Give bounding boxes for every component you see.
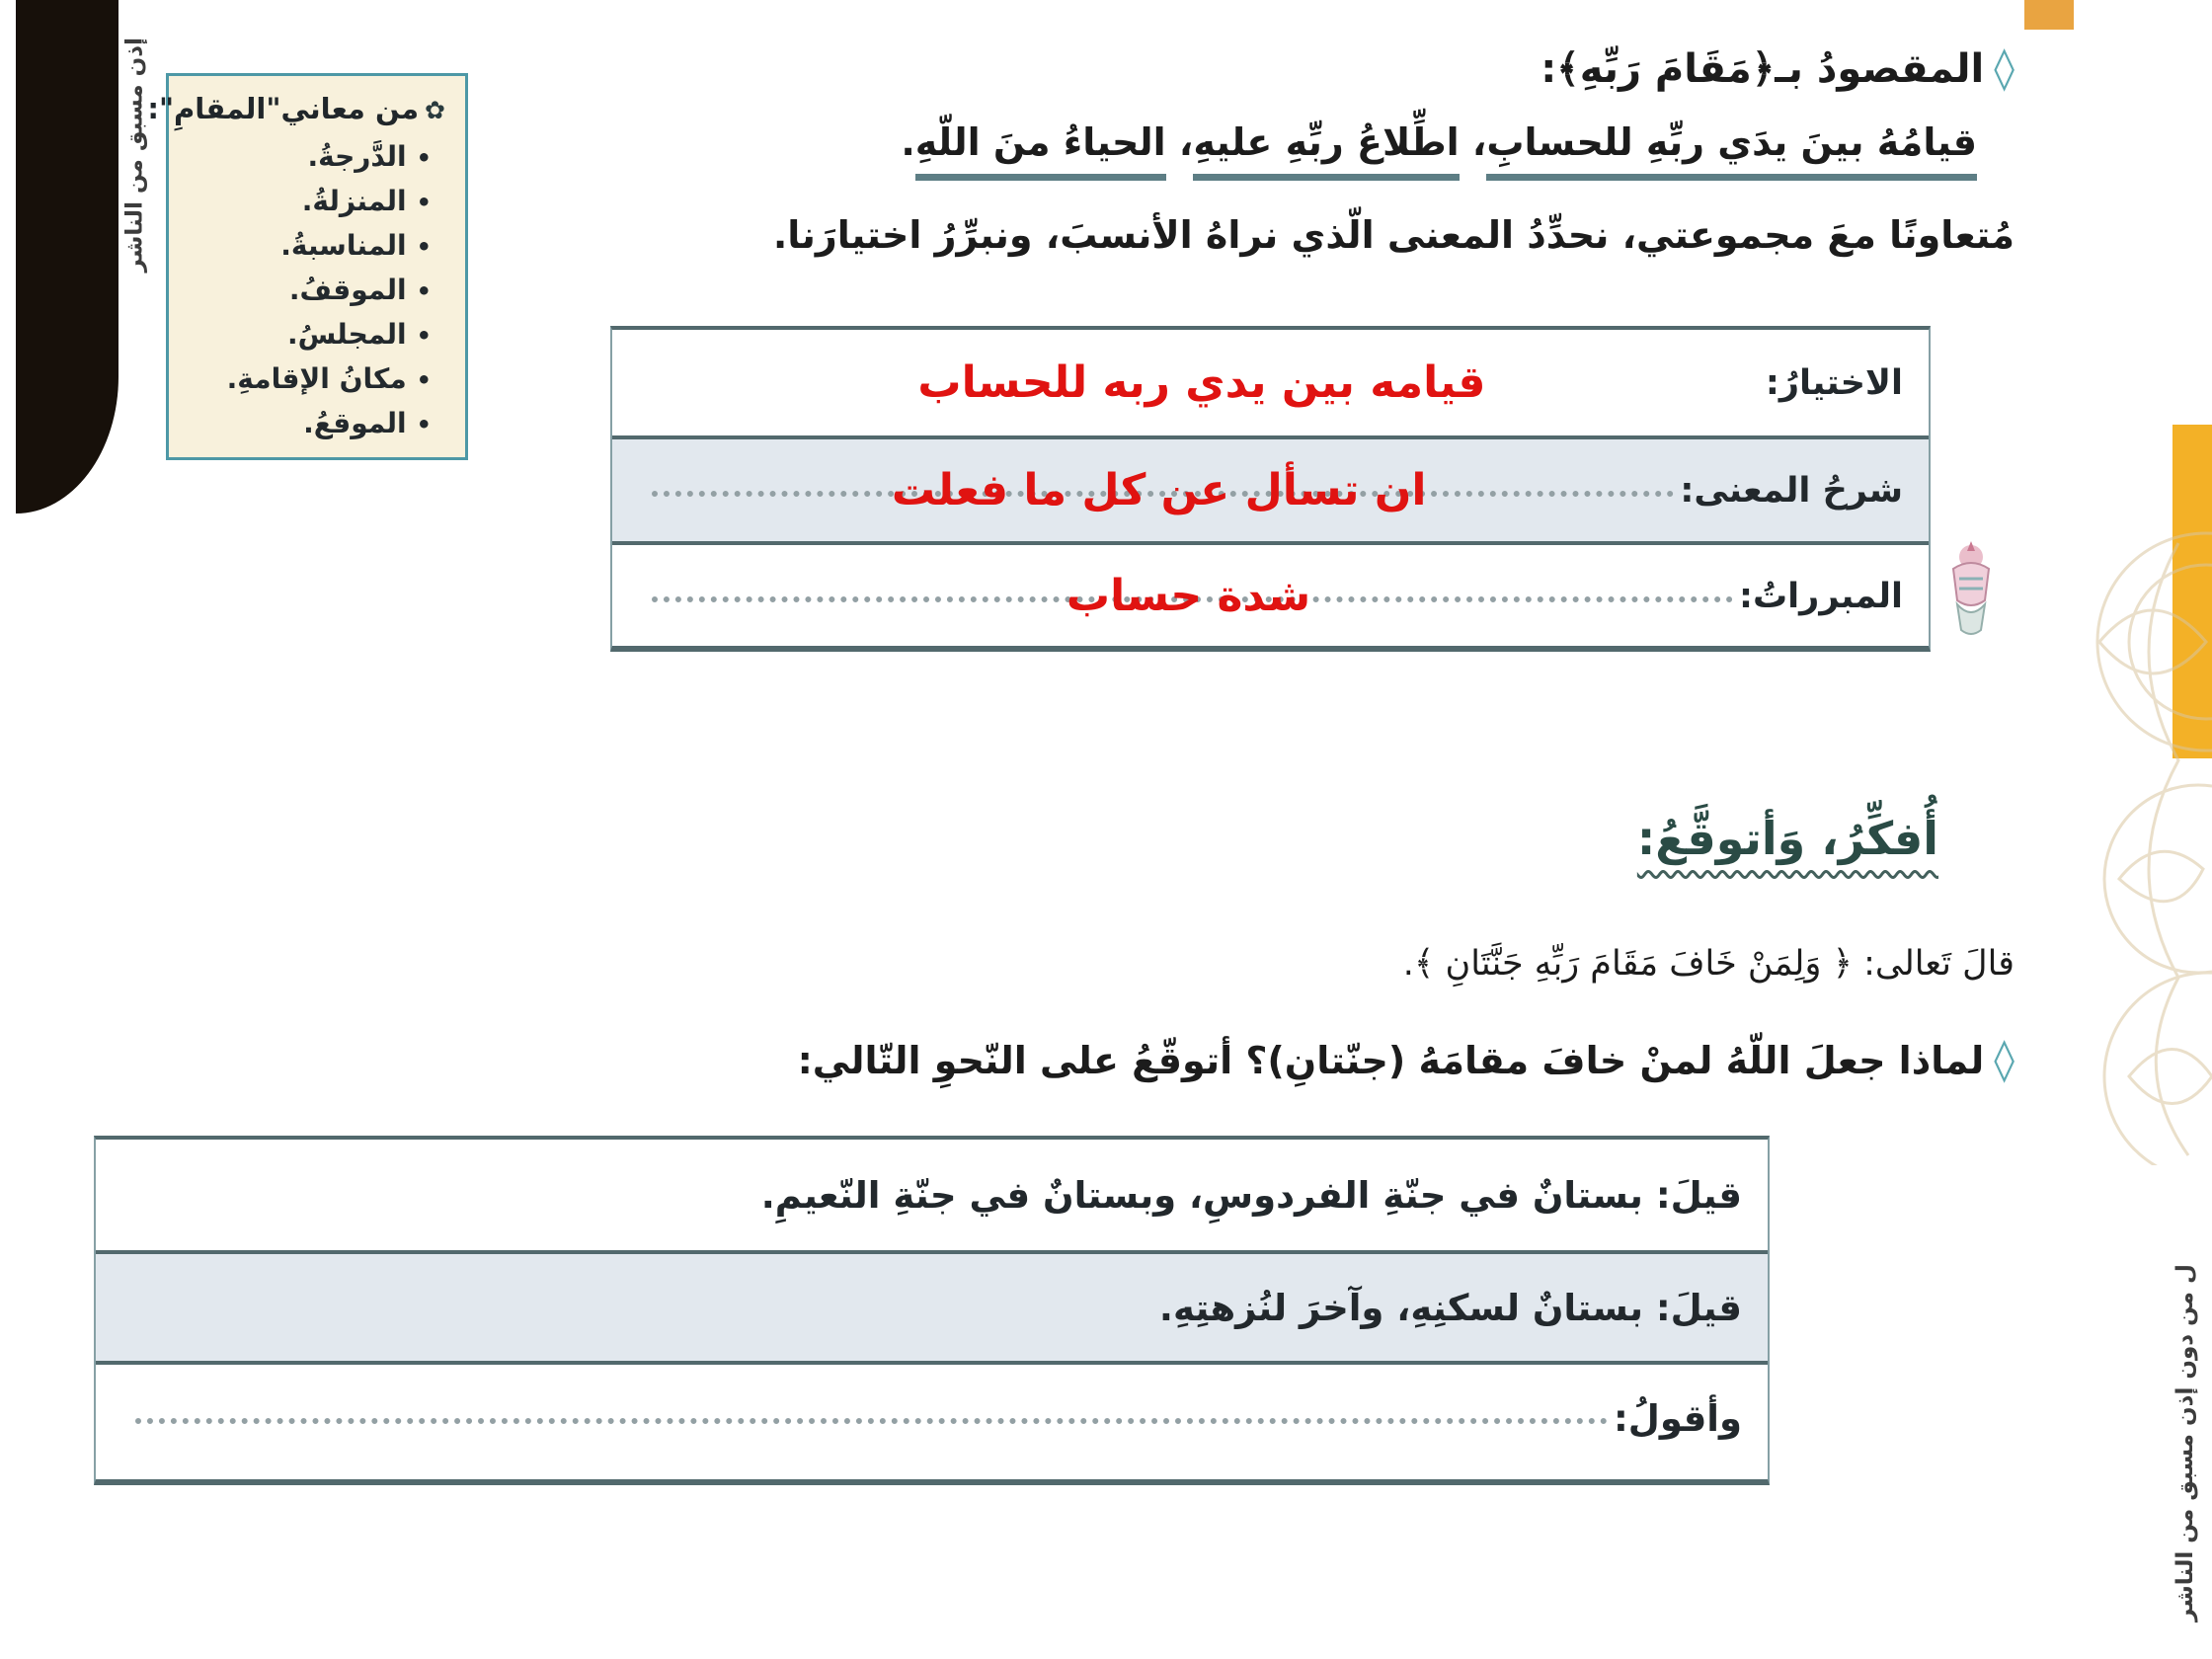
answer-area[interactable] (121, 1365, 1614, 1471)
orange-corner-chip (2024, 0, 2074, 30)
list-item (179, 402, 445, 446)
option-text: قيلَ: بستانٌ في جنّةِ الفردوسِ، وبستانٌ في جنّةِ النّعيمِ. (760, 1173, 1742, 1217)
row-label: المبرراتُ: (1739, 576, 1903, 616)
vocab-item-text: المناسبةُ. (280, 229, 407, 262)
table-row (96, 1140, 1768, 1250)
vocab-box-title (147, 92, 445, 125)
bullet-icon: • (416, 277, 432, 305)
row-label: وأقولُ: (1613, 1396, 1742, 1440)
list-item (179, 224, 445, 269)
section1-heading (1540, 43, 2014, 92)
choice-table (610, 326, 1931, 652)
list-item (179, 313, 445, 357)
vocab-item-text: الموقفُ. (288, 274, 407, 306)
row-label: شرحُ المعنى: (1680, 470, 1903, 511)
vocab-title-text: من معاني"المقامِ": (147, 92, 420, 125)
bullet-icon: • (416, 144, 432, 172)
table-row (96, 1250, 1768, 1361)
bullet-icon: • (416, 411, 432, 438)
table-row (96, 1361, 1768, 1471)
separator: ، (1459, 120, 1487, 164)
diamond-icon: ◊ (1994, 1035, 2014, 1083)
binding-shadow-bar (16, 0, 118, 514)
verse-line (1403, 944, 2014, 984)
list-item (179, 180, 445, 224)
list-item (179, 357, 445, 402)
table-row (612, 330, 1929, 435)
copyright-side-text-top: إذن مسبق من الناشر (122, 38, 148, 273)
group-instruction: مُتعاونًا معَ مجموعتي، نحدِّدُ المعنى الّذي نراهُ الأنسبَ، ونبرِّرُ اختيارَنا. (772, 213, 2014, 257)
dotted-line (135, 1418, 1608, 1424)
question-text: لماذا جعلَ اللّهُ لمنْ خافَ مقامَهُ (جنّتانِ)؟ أتوقّعُ على النّحوِ التّالي: (797, 1039, 1985, 1082)
row-label: الاختيارُ: (1765, 362, 1903, 403)
handwritten-answer: شدة حساب (1066, 571, 1311, 621)
section1-heading-text: المقصودُ بـ﴿مَقَامَ رَبِّهِ﴾: (1540, 46, 1985, 92)
separator: ، (1165, 120, 1194, 164)
answer-area[interactable] (638, 439, 1680, 541)
vocab-item-text: مكانُ الإقامةِ. (226, 362, 407, 395)
bullet-icon: • (416, 322, 432, 350)
list-item (179, 135, 445, 180)
verse-intro: قالَ تَعالى: (1853, 944, 2014, 984)
flower-asterisk-icon: ✿ (425, 96, 445, 124)
diamond-icon: ◊ (1994, 43, 2014, 92)
arabesque-ornament (2040, 523, 2212, 1165)
list-item (179, 269, 445, 313)
publisher-emblem (1924, 535, 2018, 642)
copyright-side-text-bottom: ل من دون إذن مسبق من الناشر (2172, 1264, 2198, 1622)
answer-area[interactable] (638, 545, 1739, 647)
bullet-icon: • (416, 366, 432, 394)
meanings-line (901, 120, 1977, 164)
vocab-item-text: الدَّرجةُ. (307, 140, 407, 173)
option-text: قيلَ: بستانٌ لسكنِهِ، وآخرَ لنُزهتِهِ. (1158, 1286, 1742, 1329)
quran-verse: ﴿ وَلِمَنْ خَافَ مَقَامَ رَبِّهِ جَنَّتَانِ ﴾. (1402, 944, 1853, 984)
question-line (798, 1035, 2014, 1083)
expectation-table (94, 1136, 1770, 1485)
answer-area[interactable] (638, 330, 1766, 435)
bullet-icon: • (416, 233, 432, 261)
vocab-meanings-box (147, 73, 468, 460)
separator: . (901, 120, 915, 164)
underlined-phrase: اطِّلاعُ ربِّهِ عليهِ (1193, 120, 1459, 181)
handwritten-answer: قيامه بين يدي ربه للحساب (917, 357, 1486, 408)
table-row (612, 541, 1929, 647)
bullet-icon: • (416, 189, 432, 216)
handwritten-answer: ان تسأل عن كل ما فعلت (891, 465, 1427, 515)
section2-heading: أُفكِّرُ، وَأتوقَّعُ: (1636, 812, 1938, 865)
vocab-item-text: المجلسُ. (286, 318, 407, 351)
vocab-item-text: الموقعُ. (303, 407, 407, 439)
vocab-item-text: المنزلةُ. (301, 185, 407, 217)
underlined-phrase: قيامُهُ بينَ يدَي ربِّهِ للحسابِ (1486, 120, 1977, 181)
table-row (612, 435, 1929, 541)
underlined-phrase: الحياءُ منَ اللّهِ (915, 120, 1166, 181)
